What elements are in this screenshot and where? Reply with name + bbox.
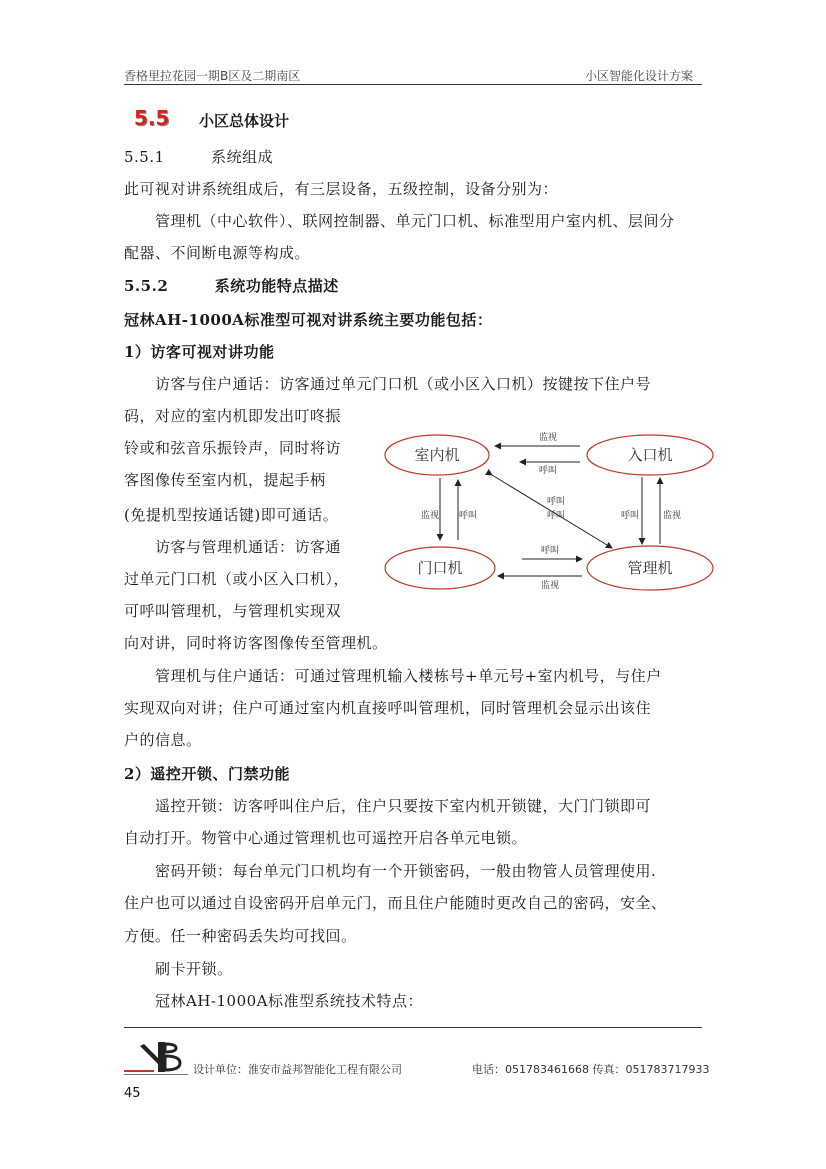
- footer-rule: [124, 1027, 702, 1028]
- paragraph: 冠林AH-1000A标准型系统技术特点：: [124, 992, 423, 1010]
- paragraph: 可呼叫管理机，与管理机实现双: [124, 602, 342, 620]
- node-manager-label: 管理机: [627, 559, 673, 577]
- intercom-diagram: [380, 420, 720, 595]
- label-diag-call-2: 呼叫: [546, 511, 566, 521]
- paragraph: 配器、不间断电源等构成。: [124, 244, 311, 262]
- paragraph: 访客与住户通话：访客通过单元门口机（或小区入口机）按键按下住户号: [124, 375, 652, 393]
- paragraph: 过单元门口机（或小区入口机），: [124, 570, 350, 588]
- paragraph: 实现双向对讲；住户可通过室内机直接呼叫管理机，同时管理机会显示出该住: [124, 699, 652, 717]
- paragraph: 管理机（中心软件）、联网控制器、单元门口机、标准型用户室内机、层间分: [124, 212, 675, 230]
- page-number: 45: [124, 1086, 141, 1101]
- paragraph: 自动打开。物管中心通过管理机也可遥控开启各单元电锁。: [124, 829, 528, 847]
- intro-heading: 冠林AH-1000A标准型可视对讲系统主要功能包括：: [124, 311, 493, 329]
- node-door-label: 门口机: [417, 559, 463, 577]
- paragraph: 此可视对讲系统组成后，有三层设备，五级控制，设备分别为：: [124, 180, 559, 198]
- paragraph: 访客与管理机通话：访客通: [124, 538, 342, 556]
- label-left-call: 呼叫: [458, 511, 478, 521]
- node-indoor-label: 室内机: [414, 446, 460, 464]
- label-top-call: 呼叫: [538, 466, 558, 476]
- feature-heading-2: 2）遥控开锁、门禁功能: [124, 765, 290, 783]
- paragraph: 刷卡开锁。: [124, 960, 233, 978]
- subsection-5-5-2: 5.5.2 系统功能特点描述: [124, 277, 339, 295]
- footer-contact: 电话：051783461668 传真：051783717933: [472, 1063, 710, 1076]
- section-title: 小区总体设计: [199, 112, 290, 130]
- paragraph: 客图像传至室内机，提起手柄: [124, 471, 326, 489]
- paragraph: 住户也可以通过自设密码开启单元门，而且住户能随时更改自己的密码，安全、: [124, 894, 667, 912]
- header-left: 香格里拉花园一期B区及二期南区: [124, 69, 301, 83]
- label-diag-call-1: 呼叫: [546, 497, 566, 507]
- company-logo-icon: [124, 1040, 194, 1078]
- label-bottom-call: 呼叫: [540, 546, 560, 556]
- header-rule: [124, 84, 702, 85]
- header-right: 小区智能化设计方案: [585, 69, 694, 83]
- paragraph: 管理机与住户通话：可通过管理机输入楼栋号+单元号+室内机号，与住户: [124, 667, 662, 685]
- subsection-5-5-1: 5.5.1 系统组成: [124, 148, 274, 166]
- node-entrance-label: 入口机: [627, 446, 673, 464]
- paragraph: 方便。任一种密码丢失均可找回。: [124, 927, 357, 945]
- paragraph: 码，对应的室内机即发出叮咚振: [124, 407, 342, 425]
- footer-design-unit: 设计单位：淮安市益邦智能化工程有限公司: [193, 1063, 402, 1076]
- label-right-call: 呼叫: [620, 511, 640, 521]
- feature-heading-1: 1）访客可视对讲功能: [124, 343, 275, 361]
- label-right-monitor: 监视: [662, 511, 682, 521]
- label-bottom-monitor: 监视: [540, 581, 560, 591]
- section-number: 5.5: [134, 106, 170, 130]
- label-left-monitor: 监视: [420, 511, 440, 521]
- paragraph: 密码开锁：每台单元门口机均有一个开锁密码，一般由物管人员管理使用.: [124, 862, 657, 880]
- paragraph: (免提机型按通话键)即可通话。: [124, 506, 339, 524]
- paragraph: 向对讲，同时将访客图像传至管理机。: [124, 634, 388, 652]
- paragraph: 户的信息。: [124, 731, 202, 749]
- label-top-monitor: 监视: [538, 433, 558, 443]
- paragraph: 铃或和弦音乐振铃声，同时将访: [124, 439, 342, 457]
- paragraph: 遥控开锁：访客呼叫住户后，住户只要按下室内机开锁键，大门门锁即可: [124, 797, 652, 815]
